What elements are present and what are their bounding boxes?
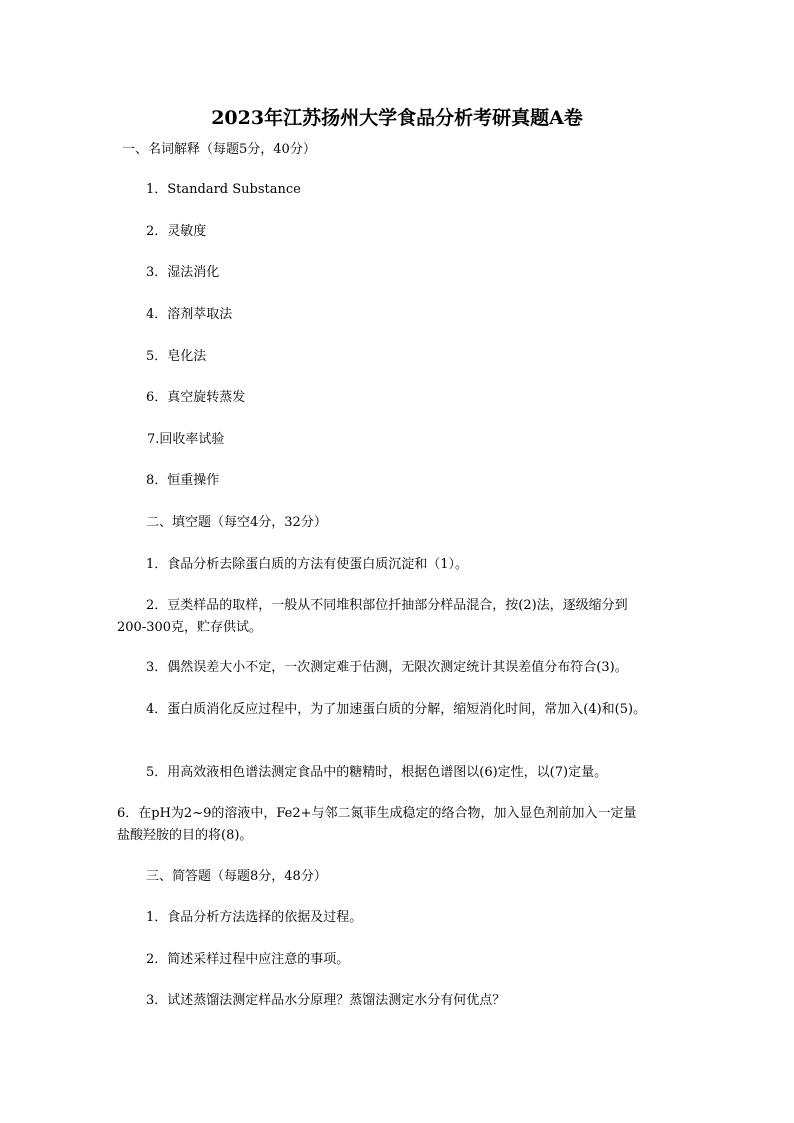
section-heading: 三、简答题（每题8分，48分） [146, 869, 327, 884]
question-continued: 200-300克，贮存供试。 [117, 620, 263, 635]
list-item: 1．Standard Substance [146, 182, 301, 197]
page-title: 2023年江苏扬州大学食品分析考研真题A卷 [211, 107, 583, 129]
list-item: 3．湿法消化 [146, 265, 220, 280]
list-item: 7.回收率试验 [147, 432, 225, 447]
list-item: 6．真空旋转蒸发 [146, 390, 246, 405]
question-continued: 盐酸羟胺的目的将(8)。 [117, 828, 253, 843]
question: 4．蛋白质消化反应过程中，为了加速蛋白质的分解，缩短消化时间，常加入(4)和(5)。 [146, 702, 647, 717]
list-item: 8．恒重操作 [146, 473, 220, 488]
question: 1．食品分析去除蛋白质的方法有使蛋白质沉淀和（1）。 [146, 557, 469, 572]
question: 3．偶然误差大小不定，一次测定难于估测，无限次测定统计其误差值分布符合(3)。 [146, 660, 628, 675]
list-item: 5．皂化法 [146, 349, 207, 364]
question: 3．试述蒸馏法测定样品水分原理？蒸馏法测定水分有何优点？ [146, 993, 506, 1008]
question: 6．在pH为2~9的溶液中，Fe2+与邻二氮菲生成稳定的络合物，加入显色剂前加入一定量 [117, 806, 637, 821]
question: 5．用高效液相色谱法测定食品中的糖精时，根据色谱图以(6)定性，以(7)定量。 [146, 765, 608, 780]
question: 1．食品分析方法选择的依据及过程。 [146, 910, 363, 925]
list-item: 2．灵敏度 [146, 224, 207, 239]
list-item: 4．溶剂萃取法 [146, 307, 233, 322]
question: 2．简述采样过程中应注意的事项。 [146, 952, 350, 967]
section-heading: 一、名词解释（每题5分，40分） [122, 142, 316, 157]
question: 2．豆类样品的取样，一般从不同堆积部位扦抽部分样品混合，按(2)法，逐级缩分到 [146, 598, 628, 613]
section-heading: 二、填空题（每空4分，32分） [146, 515, 327, 530]
